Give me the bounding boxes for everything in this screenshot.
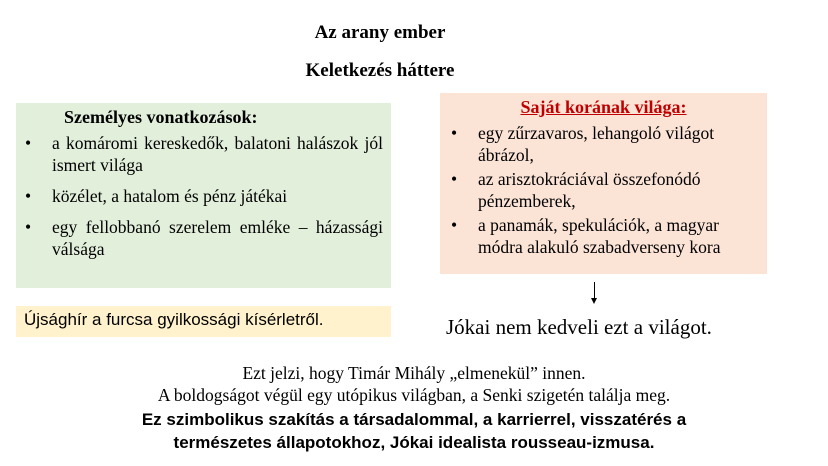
list-item xyxy=(448,122,759,166)
list-item-text: közélet, a hatalom és pénz játékai xyxy=(52,186,288,206)
arrowhead-icon xyxy=(591,298,597,304)
bullet-icon: • xyxy=(25,186,32,206)
list-item-text: a komáromi kereskedők, balatoni halászok jól ismert világa xyxy=(52,133,383,175)
list-item-text: a panamák, spekulációk, a magyar módra alakuló szabadverseny kora xyxy=(478,215,721,257)
list-item xyxy=(22,216,383,260)
slide-subtitle: Keletkezés háttere xyxy=(305,60,455,81)
bottom-line-2: A boldogságot végül egy utópikus világban, a Senki szigetén találja meg. xyxy=(157,385,671,405)
personal-box xyxy=(16,103,391,288)
personal-heading: Személyes vonatkozások: xyxy=(64,107,258,127)
bullet-icon: • xyxy=(25,133,32,153)
list-item xyxy=(22,185,383,207)
bullet-icon: • xyxy=(451,123,458,143)
newspaper-note: Újsághír a furcsa gyilkossági kísérletről. xyxy=(16,306,391,337)
list-item-text: az arisztokráciával összefonódó pénzemberek, xyxy=(478,169,701,211)
personal-list xyxy=(22,132,383,260)
list-item xyxy=(448,214,759,258)
bullet-icon: • xyxy=(451,215,458,235)
era-box xyxy=(440,93,767,274)
list-item xyxy=(22,132,383,176)
bottom-line-1: Ezt jelzi, hogy Timár Mihály „elmenekül” innen. xyxy=(242,363,586,383)
slide-title: Az arany ember xyxy=(314,22,446,43)
era-list xyxy=(448,122,759,258)
era-heading: Saját korának világa: xyxy=(520,97,687,117)
bottom-line-4: természetes állapotokhoz, Jókai idealista rousseau-izmusa. xyxy=(173,433,655,452)
list-item xyxy=(448,168,759,212)
bullet-icon: • xyxy=(25,217,32,237)
list-item-text: egy zűrzavaros, lehangoló világot ábrázol, xyxy=(478,123,715,165)
bullet-icon: • xyxy=(451,169,458,189)
list-item-text: egy fellobbanó szerelem emléke – házassági válsága xyxy=(52,217,383,259)
bottom-line-3: Ez szimbolikus szakítás a társadalommal, a karrierrel, visszatérés a xyxy=(141,410,687,429)
conclusion-text: Jókai nem kedveli ezt a világot. xyxy=(446,315,712,339)
